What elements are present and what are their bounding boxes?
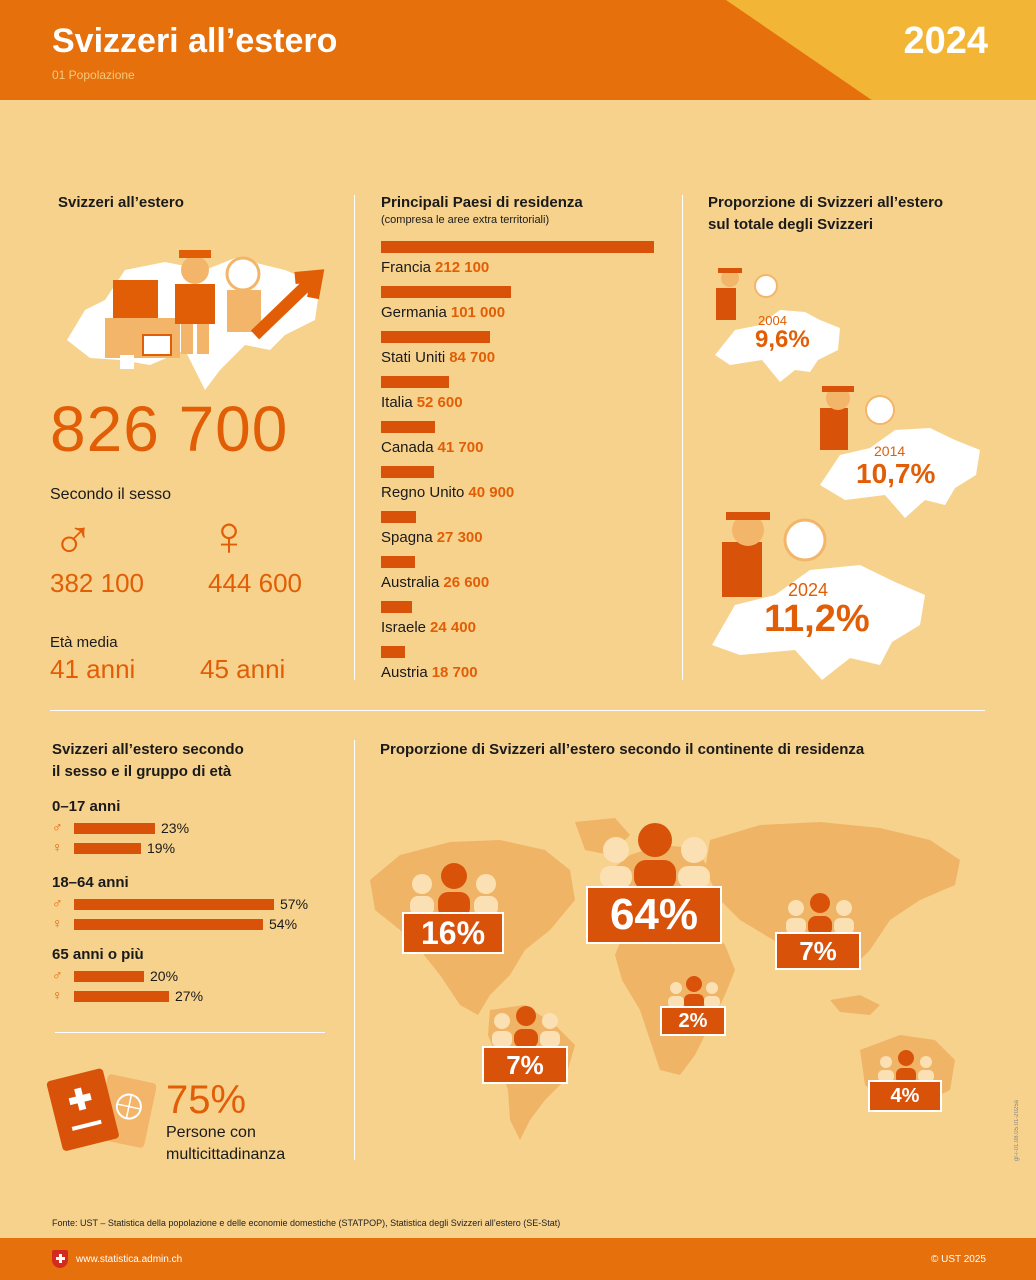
country-name: Canada bbox=[381, 439, 434, 456]
country-bar bbox=[381, 286, 511, 298]
multi-citizenship-pct: 75% bbox=[166, 1078, 247, 1122]
country-label bbox=[381, 484, 514, 501]
total-abroad: 826 700 bbox=[50, 393, 289, 465]
female-icon: ♀ bbox=[52, 915, 63, 931]
country-value: 27 300 bbox=[436, 529, 483, 546]
age-value-female: 54% bbox=[269, 916, 298, 932]
age-bar-female bbox=[74, 991, 169, 1002]
oceania-people-icon bbox=[874, 1050, 938, 1084]
country-bar bbox=[381, 646, 405, 658]
country-value: 24 400 bbox=[430, 619, 476, 636]
divider bbox=[50, 710, 985, 711]
male-icon: ♂ bbox=[52, 819, 63, 835]
country-name: Israele bbox=[381, 619, 427, 636]
country-label bbox=[381, 574, 489, 591]
male-icon: ♂ bbox=[52, 967, 63, 983]
header-accent bbox=[726, 0, 1036, 100]
country-value: 41 700 bbox=[437, 439, 484, 456]
age-bar-male bbox=[74, 823, 155, 834]
country-label bbox=[381, 394, 463, 411]
country-name: Germania bbox=[381, 304, 447, 321]
male-average-age: 41 anni bbox=[50, 654, 136, 684]
header bbox=[0, 0, 1036, 100]
age-value-male: 23% bbox=[161, 820, 190, 836]
continent-pct-oceania: 4% bbox=[868, 1080, 942, 1112]
country-value: 40 900 bbox=[468, 484, 515, 501]
female-icon: ♀ bbox=[208, 504, 250, 567]
country-bar bbox=[381, 421, 435, 433]
divider bbox=[354, 740, 355, 1160]
country-value: 84 700 bbox=[449, 349, 496, 366]
female-icon: ♀ bbox=[52, 987, 63, 1003]
south-america-people-icon bbox=[488, 1006, 564, 1048]
male-icon: ♂ bbox=[52, 895, 63, 911]
country-bar bbox=[381, 466, 434, 478]
europe-people-icon bbox=[596, 822, 714, 890]
female-average-age: 45 anni bbox=[200, 654, 286, 684]
age-label: Età media bbox=[50, 634, 118, 651]
age-bar-male bbox=[74, 971, 144, 982]
continent-pct-africa: 2% bbox=[660, 1006, 726, 1036]
country-bar bbox=[381, 601, 412, 613]
age-groups-title-line-1: Svizzeri all’estero secondo bbox=[52, 741, 244, 758]
country-bar bbox=[381, 376, 449, 388]
female-count: 444 600 bbox=[208, 568, 302, 598]
swiss-shield-icon bbox=[52, 1250, 68, 1268]
age-bar-female bbox=[74, 843, 141, 854]
share-title-line-1: Proporzione di Svizzeri all’estero bbox=[708, 194, 944, 211]
multi-citizenship-label-2: multicittadinanza bbox=[166, 1146, 286, 1163]
age-value-female: 19% bbox=[147, 840, 176, 856]
share-year-2004: 2004 bbox=[758, 313, 787, 328]
country-value: 212 100 bbox=[435, 259, 490, 276]
divider bbox=[55, 1032, 325, 1033]
page-title: Svizzeri all’estero bbox=[52, 22, 338, 60]
country-value: 101 000 bbox=[450, 304, 506, 321]
age-value-female: 27% bbox=[175, 988, 204, 1004]
age-value-male: 20% bbox=[150, 968, 179, 984]
age-groups-title-line-2: il sesso e il gruppo di età bbox=[52, 763, 232, 780]
share-pct-2004: 9,6% bbox=[755, 326, 810, 353]
age-bar-male bbox=[74, 899, 274, 910]
countries-subtitle: (compresa le aree extra territoriali) bbox=[381, 214, 550, 226]
country-value: 18 700 bbox=[431, 664, 478, 681]
by-sex-label: Secondo il sesso bbox=[50, 486, 171, 503]
country-name: Stati Uniti bbox=[381, 349, 446, 366]
share-title-line-2: sul totale degli Svizzeri bbox=[708, 216, 874, 233]
document-code: gr-i-01.08.05.01-2025a bbox=[1014, 1100, 1020, 1162]
passport-icon bbox=[46, 1065, 156, 1155]
page-year: 2024 bbox=[903, 20, 988, 62]
share-pct-2014: 10,7% bbox=[856, 458, 936, 489]
divider bbox=[354, 195, 355, 680]
divider bbox=[682, 195, 683, 680]
country-value: 26 600 bbox=[443, 574, 490, 591]
country-label bbox=[381, 619, 476, 636]
age-group-label: 0–17 anni bbox=[52, 798, 121, 815]
country-bar bbox=[381, 556, 415, 568]
continent-pct-europe: 64% bbox=[586, 886, 722, 944]
country-bar bbox=[381, 331, 490, 343]
country-label bbox=[381, 664, 478, 681]
multi-citizenship-label-1: Persone con bbox=[166, 1124, 256, 1141]
age-group-label: 18–64 anni bbox=[52, 874, 129, 891]
share-pct-2024: 11,2% bbox=[764, 598, 870, 640]
country-label bbox=[381, 349, 495, 366]
continent-pct-south-america: 7% bbox=[482, 1046, 568, 1084]
share-year-2024: 2024 bbox=[788, 580, 829, 600]
continent-pct-asia: 7% bbox=[775, 932, 861, 970]
continent-pct-north-america: 16% bbox=[402, 912, 504, 954]
country-label bbox=[381, 304, 505, 321]
africa-people-icon bbox=[664, 976, 724, 1010]
male-icon: ♂ bbox=[52, 508, 94, 571]
country-name: Francia bbox=[381, 259, 432, 276]
countries-title: Principali Paesi di residenza bbox=[381, 194, 583, 211]
swiss-emigrants-illustration bbox=[55, 240, 330, 390]
footer bbox=[0, 1238, 1036, 1280]
country-label bbox=[381, 529, 483, 546]
copyright: © UST 2025 bbox=[931, 1254, 986, 1265]
website-link[interactable]: www.statistica.admin.ch bbox=[76, 1254, 183, 1265]
country-label bbox=[381, 439, 483, 456]
age-bar-female bbox=[74, 919, 263, 930]
female-icon: ♀ bbox=[52, 839, 63, 855]
share-year-2014: 2014 bbox=[874, 443, 906, 459]
country-name: Italia bbox=[381, 394, 413, 411]
page-subtitle: 01 Popolazione bbox=[52, 68, 135, 82]
country-label bbox=[381, 259, 489, 276]
source-note: Fonte: UST – Statistica della popolazione e delle economie domestiche (STATPOP), Statistica degli Svizzeri all’estero (SE-Stat) bbox=[52, 1218, 561, 1228]
abroad-title: Svizzeri all’estero bbox=[58, 194, 184, 211]
country-value: 52 600 bbox=[416, 394, 463, 411]
country-name: Australia bbox=[381, 574, 440, 591]
country-name: Spagna bbox=[381, 529, 433, 546]
asia-people-icon bbox=[780, 892, 860, 936]
continents-title: Proporzione di Svizzeri all’estero secondo il continente di residenza bbox=[380, 741, 865, 758]
age-group-label: 65 anni o più bbox=[52, 946, 144, 963]
age-value-male: 57% bbox=[280, 896, 309, 912]
country-bar bbox=[381, 511, 416, 523]
country-name: Austria bbox=[381, 664, 428, 681]
country-name: Regno Unito bbox=[381, 484, 465, 501]
male-count: 382 100 bbox=[50, 568, 144, 598]
country-bar bbox=[381, 241, 654, 253]
